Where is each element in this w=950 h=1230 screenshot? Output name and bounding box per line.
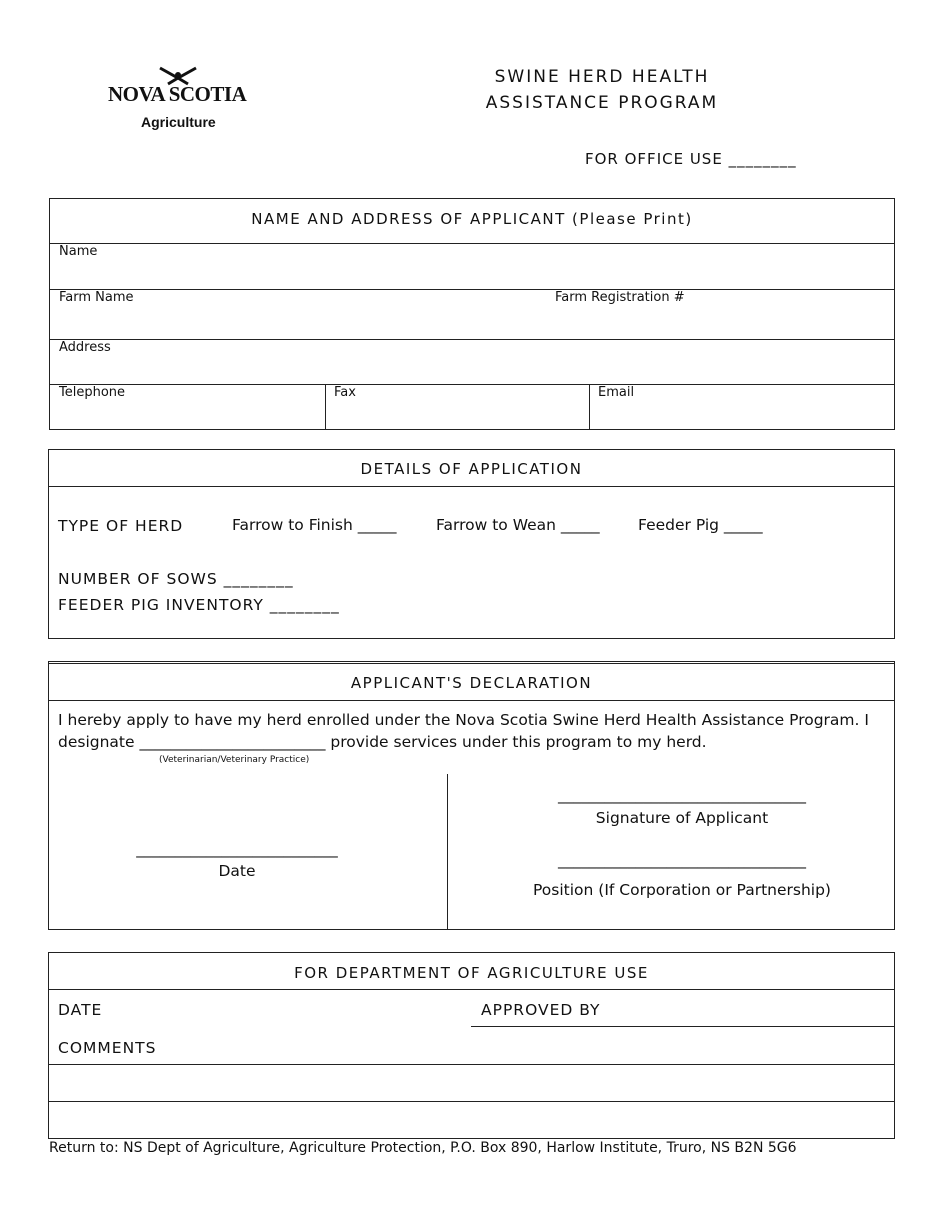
return-address: Return to: NS Dept of Agriculture, Agriculture Protection, P.O. Box 890, Harlow Institute, Truro, NS B2N 5G6 <box>49 1140 797 1156</box>
department-heading: FOR DEPARTMENT OF AGRICULTURE USE <box>294 964 649 982</box>
applicant-heading: NAME AND ADDRESS OF APPLICANT (Please Print) <box>251 210 693 228</box>
telephone-field-label: Telephone <box>59 385 126 400</box>
form-title-line1: SWINE HERD HEALTH <box>494 67 710 87</box>
farm-name-field-label: Farm Name <box>59 290 134 305</box>
form-title-line2: ASSISTANCE PROGRAM <box>485 93 719 113</box>
declaration-designate-field[interactable]: designate ________________________ provide services under this program to my herd. <box>58 733 707 751</box>
fax-field-label: Fax <box>334 385 356 400</box>
number-of-sows-field[interactable]: NUMBER OF SOWS ________ <box>58 570 294 588</box>
logo-brand: NOVA SCOTIA <box>108 82 247 106</box>
signature-line[interactable]: ________________________________ <box>558 786 806 804</box>
nova-scotia-agriculture-logo <box>100 64 256 134</box>
feeder-pig-field[interactable]: Feeder Pig _____ <box>638 516 763 534</box>
position-line[interactable]: ________________________________ <box>558 851 806 869</box>
position-label: Position (If Corporation or Partnership) <box>533 881 831 899</box>
declaration-section <box>48 661 895 930</box>
declaration-text-line1: I hereby apply to have my herd enrolled under the Nova Scotia Swine Herd Health Assistance Program. I <box>58 711 869 729</box>
email-field-label: Email <box>598 385 635 400</box>
farrow-to-wean-field[interactable]: Farrow to Wean _____ <box>436 516 600 534</box>
signature-label: Signature of Applicant <box>595 809 769 827</box>
farrow-to-finish-field[interactable]: Farrow to Finish _____ <box>232 516 397 534</box>
department-date-field[interactable]: DATE <box>58 1001 103 1019</box>
details-heading: DETAILS OF APPLICATION <box>360 460 583 478</box>
feeder-pig-inventory-field[interactable]: FEEDER PIG INVENTORY ________ <box>58 596 340 614</box>
department-section <box>48 952 895 1139</box>
date-label: Date <box>218 862 256 880</box>
type-of-herd-label: TYPE OF HERD <box>58 517 184 535</box>
applicant-section <box>49 198 895 430</box>
date-line[interactable]: __________________________ <box>136 840 338 858</box>
details-section <box>48 449 895 639</box>
veterinarian-note: (Veterinarian/Veterinary Practice) <box>159 755 310 765</box>
approved-by-field[interactable]: APPROVED BY <box>481 1001 601 1019</box>
office-use-field[interactable]: FOR OFFICE USE ________ <box>585 150 797 168</box>
declaration-heading: APPLICANT'S DECLARATION <box>350 674 593 692</box>
name-field-label: Name <box>59 244 98 259</box>
comments-field-label: COMMENTS <box>58 1039 157 1057</box>
logo-subtitle: Agriculture <box>141 114 216 130</box>
address-field-label: Address <box>59 340 111 355</box>
farm-registration-field-label: Farm Registration # <box>555 290 685 305</box>
